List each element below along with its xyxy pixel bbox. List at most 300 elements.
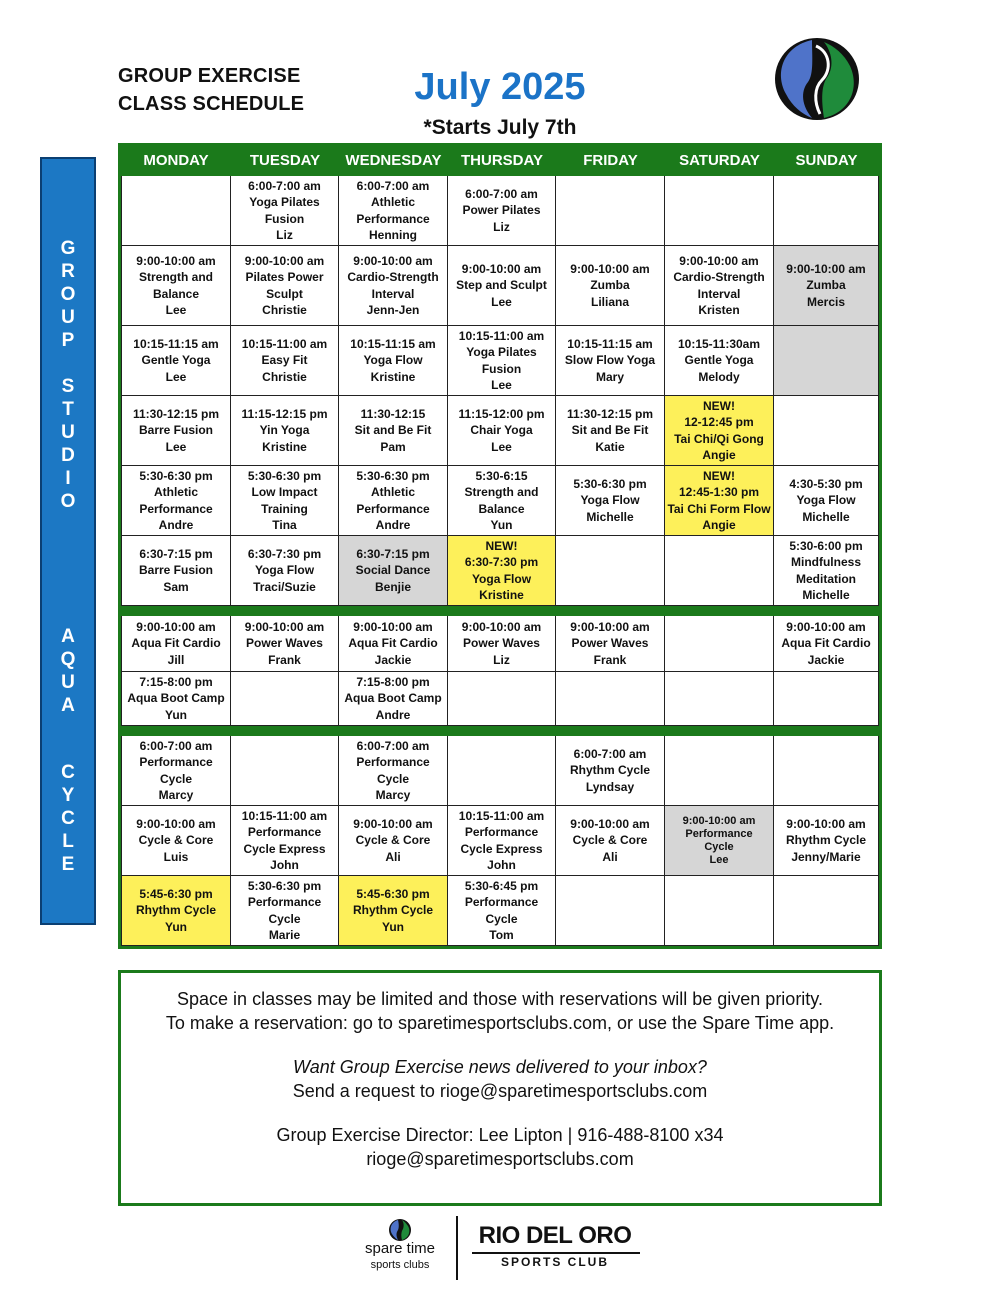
spare-time-subtext: sports clubs: [370, 1259, 430, 1271]
class-cell-cycle-sunday-2: [774, 806, 879, 876]
class-detail: Aqua Fit Cardio: [781, 636, 871, 651]
class-cell-aqua-thursday-2: [448, 672, 556, 726]
class-time: 9:00-10:00 am: [461, 619, 542, 634]
class-detail: Cycle & Core: [355, 833, 431, 848]
class-detail: Cycle: [376, 771, 410, 786]
class-detail: Power Waves: [571, 636, 649, 651]
day-header-wednesday: WEDNESDAY: [345, 152, 442, 169]
class-cell-aqua-sunday-1: [774, 616, 879, 672]
class-cell-group-studio-thursday-2: [448, 246, 556, 326]
class-detail: Yoga Flow: [796, 493, 856, 508]
class-detail: Yoga Flow: [363, 353, 423, 368]
class-cell-group-studio-wednesday-5: [339, 466, 448, 536]
class-cell-cycle-friday-1: [556, 736, 665, 806]
class-cell-group-studio-tuesday-5: [231, 466, 339, 536]
class-detail: Liliana: [590, 294, 629, 309]
class-detail: Athletic: [153, 485, 198, 499]
heading-line-1: GROUP EXERCISE: [118, 65, 301, 87]
class-detail: Power Pilates: [462, 203, 541, 218]
class-detail: Meditation: [796, 571, 856, 586]
schedule-heading: [118, 62, 304, 118]
class-detail: Frank: [593, 652, 627, 667]
class-detail: Jackie: [807, 652, 845, 667]
class-time: 11:30-12:15: [360, 406, 426, 421]
class-cell-group-studio-tuesday-2: [231, 246, 339, 326]
class-detail: Performance: [464, 825, 539, 839]
day-header-friday: FRIDAY: [583, 152, 638, 169]
class-detail: Low Impact: [251, 485, 318, 499]
class-cell-cycle-thursday-2: [448, 806, 556, 876]
class-cell-group-studio-sunday-2: [774, 246, 879, 326]
class-cell-aqua-tuesday-2: [231, 672, 339, 726]
class-detail: Performance: [356, 211, 430, 226]
class-detail: Lee: [165, 369, 187, 384]
class-detail: Interval: [697, 286, 741, 301]
class-detail: Tina: [272, 518, 297, 532]
class-detail: Aqua Boot Camp: [344, 691, 442, 706]
class-cell-group-studio-sunday-5: [774, 466, 879, 536]
class-detail: Lee: [165, 303, 187, 317]
class-time: 9:00-10:00 am: [570, 619, 650, 634]
sidebar-label-group-studio: G R O U P S T U D I O: [60, 238, 76, 512]
class-detail: Marcy: [375, 788, 411, 802]
class-detail: Gentle Yoga: [684, 353, 754, 368]
class-detail: Lyndsay: [585, 779, 635, 794]
day-header-row: [121, 146, 879, 176]
class-detail: Yun: [164, 919, 187, 934]
class-detail: Cycle Express: [460, 841, 543, 856]
class-time: 10:15-11:15 am: [567, 336, 653, 351]
class-cell-group-studio-thursday-5: [448, 466, 556, 536]
class-cell-group-studio-monday-5: [121, 466, 231, 536]
footer-divider: [456, 1216, 458, 1280]
class-detail: John: [270, 858, 299, 872]
class-detail: Traci/Suzie: [253, 579, 316, 594]
class-detail: Mindfulness: [790, 555, 861, 569]
class-cell-aqua-tuesday-1: [231, 616, 339, 672]
class-detail: Marcy: [158, 788, 194, 802]
class-cell-group-studio-monday-6: [121, 536, 231, 606]
class-detail: Liz: [493, 219, 510, 234]
class-time: 9:00-10:00 am: [786, 816, 866, 831]
class-cell-cycle-saturday-2: [665, 806, 774, 876]
class-time: 10:15-11:00 am: [241, 808, 328, 823]
class-detail: John: [487, 858, 516, 872]
class-detail: Cardio-Strength: [347, 270, 439, 284]
class-cell-aqua-friday-1: [556, 616, 665, 672]
class-cell-cycle-tuesday-3: [231, 876, 339, 946]
class-time: 10:15-11:15 am: [133, 336, 219, 351]
class-cell-group-studio-friday-1: [556, 176, 665, 246]
info-newsletter-request: Send a request to rioge@sparetimesportsclubs.com: [292, 1081, 708, 1101]
section-separator: [121, 726, 879, 736]
class-detail: Rhythm Cycle: [785, 833, 867, 848]
class-detail: Chair Yoga: [470, 423, 533, 438]
class-detail: Performance: [356, 501, 430, 516]
class-time: 6:00-7:00 am: [139, 738, 213, 753]
class-time: 9:00-10:00 am: [244, 253, 325, 268]
class-time: 6:00-7:00 am: [356, 178, 430, 193]
day-header-thursday: THURSDAY: [461, 152, 543, 169]
class-time: 5:30-6:30 pm: [356, 468, 430, 483]
class-cell-group-studio-sunday-1: [774, 176, 879, 246]
class-detail: Rhythm Cycle: [135, 903, 217, 918]
class-time: NEW!: [703, 398, 735, 413]
class-cell-group-studio-tuesday-4: [231, 396, 339, 466]
class-cell-cycle-tuesday-2: [231, 806, 339, 876]
class-time: 10:15-11:30am: [677, 336, 761, 351]
class-detail: Zumba: [590, 278, 630, 293]
class-cell-cycle-saturday-1: [665, 736, 774, 806]
class-time: 11:15-12:00 pm: [458, 406, 545, 421]
class-time: 5:30-6:30 pm: [247, 468, 322, 483]
class-detail: Ali: [385, 849, 401, 864]
class-cell-cycle-wednesday-1: [339, 736, 448, 806]
class-cell-aqua-saturday-2: [665, 672, 774, 726]
class-detail: 12-12:45 pm: [684, 415, 754, 429]
class-detail: Pam: [380, 439, 406, 454]
class-cell-group-studio-monday-4: [121, 396, 231, 466]
class-detail: Training: [261, 501, 308, 516]
class-cell-group-studio-tuesday-3: [231, 326, 339, 396]
class-detail: Barre Fusion: [138, 423, 213, 438]
class-time: 9:00-10:00 am: [682, 814, 756, 827]
section-sidebar: [40, 157, 96, 925]
class-detail: Lee: [491, 439, 512, 454]
class-time: 9:00-10:00 am: [353, 253, 433, 268]
class-detail: 12:45-1:30 pm: [678, 485, 760, 499]
class-time: 11:30-12:15 pm: [566, 406, 654, 421]
class-detail: Melody: [698, 369, 740, 384]
class-time: 11:15-12:15 pm: [241, 406, 328, 421]
class-cell-cycle-sunday-3: [774, 876, 879, 946]
class-time: 9:00-10:00 am: [786, 619, 866, 634]
class-detail: Angie: [702, 448, 736, 462]
class-detail: Kristine: [262, 439, 307, 454]
class-detail: Yoga Flow: [471, 571, 532, 586]
class-detail: Michelle: [802, 588, 850, 602]
class-cell-group-studio-saturday-2: [665, 246, 774, 326]
class-detail: Marie: [268, 928, 301, 942]
month-title: July 2025: [414, 66, 586, 108]
class-time: 9:00-10:00 am: [353, 619, 433, 634]
class-detail: Henning: [369, 228, 417, 242]
class-detail: Lee: [491, 378, 512, 392]
class-detail: Easy Fit: [261, 353, 308, 368]
class-detail: Athletic: [370, 485, 415, 499]
class-detail: Yin Yoga: [259, 423, 310, 438]
class-detail: Fusion: [481, 361, 522, 376]
class-detail: Power Waves: [246, 636, 323, 651]
sidebar-label-cycle: C Y C L E: [61, 762, 75, 875]
class-detail: Performance: [247, 825, 322, 839]
class-time: 10:15-11:00 am: [458, 328, 545, 343]
spare-time-logo-icon: [772, 36, 862, 122]
class-cell-group-studio-wednesday-2: [339, 246, 448, 326]
class-time: 9:00-10:00 am: [136, 253, 216, 268]
class-cell-group-studio-saturday-5: [665, 466, 774, 536]
class-cell-cycle-saturday-3: [665, 876, 774, 946]
class-detail: Barre Fusion: [138, 563, 213, 578]
rio-del-oro-subtext: SPORTS CLUB: [500, 1255, 609, 1269]
class-time: 6:30-7:15 pm: [356, 546, 430, 561]
class-cell-group-studio-friday-2: [556, 246, 665, 326]
day-header-sunday: SUNDAY: [795, 152, 858, 169]
class-detail: Benjie: [374, 579, 411, 594]
class-detail: Christie: [262, 303, 307, 317]
class-detail: Cycle: [704, 840, 734, 853]
class-detail: Cycle: [485, 911, 518, 926]
class-detail: Mercis: [806, 294, 846, 309]
class-detail: Lee: [491, 294, 512, 309]
class-time: 5:30-6:30 pm: [573, 476, 647, 491]
class-cell-cycle-sunday-1: [774, 736, 879, 806]
class-detail: Sit and Be Fit: [354, 423, 432, 438]
class-detail: Michelle: [586, 509, 634, 524]
class-detail: Pilates Power: [245, 270, 324, 284]
class-detail: Kristine: [479, 588, 524, 602]
class-detail: Michelle: [802, 509, 850, 524]
class-cell-group-studio-friday-6: [556, 536, 665, 606]
class-detail: Social Dance: [355, 563, 431, 578]
class-detail: Andre: [158, 518, 194, 532]
rio-del-oro-rule: [472, 1252, 640, 1254]
class-detail: Rhythm Cycle: [352, 903, 434, 918]
class-detail: Jill: [167, 652, 185, 667]
class-detail: Kristine: [370, 369, 416, 384]
info-box: [118, 970, 882, 1206]
class-cell-aqua-thursday-1: [448, 616, 556, 672]
class-detail: Gentle Yoga: [141, 353, 211, 368]
class-cell-group-studio-monday-3: [121, 326, 231, 396]
class-cell-group-studio-sunday-3: [774, 326, 879, 396]
class-detail: Sam: [163, 579, 189, 594]
class-detail: Performance: [356, 755, 430, 769]
class-time: 6:00-7:00 am: [573, 746, 647, 761]
class-detail: Strength and: [139, 270, 213, 284]
sidebar-label-aqua: A Q U A: [60, 626, 76, 716]
class-detail: Ali: [602, 849, 618, 864]
class-time: 9:00-10:00 am: [353, 816, 433, 831]
spare-time-wordmark: spare time: [364, 1240, 436, 1257]
class-detail: Lee: [709, 853, 729, 866]
class-detail: Aqua Boot Camp: [127, 691, 225, 706]
class-time: 9:00-10:00 am: [461, 261, 542, 276]
class-time: 5:45-6:30 pm: [356, 886, 430, 901]
class-cell-aqua-monday-2: [121, 672, 231, 726]
class-cell-aqua-monday-1: [121, 616, 231, 672]
class-time: 5:30-6:00 pm: [789, 538, 863, 553]
spare-time-small-logo-icon: [388, 1218, 412, 1242]
class-detail: Andre: [375, 518, 411, 532]
day-header-saturday: SATURDAY: [679, 152, 760, 169]
class-cell-group-studio-wednesday-6: [339, 536, 448, 606]
class-detail: Zumba: [806, 278, 846, 293]
class-detail: Cycle: [268, 911, 301, 926]
class-cell-cycle-tuesday-1: [231, 736, 339, 806]
day-header-monday: MONDAY: [143, 152, 209, 169]
class-detail: Jenny/Marie: [791, 849, 861, 864]
class-time: 10:15-11:00 am: [458, 808, 545, 823]
class-cell-group-studio-wednesday-4: [339, 396, 448, 466]
class-cell-group-studio-saturday-3: [665, 326, 774, 396]
class-cell-group-studio-thursday-6: [448, 536, 556, 606]
class-detail: Luis: [163, 849, 189, 864]
class-cell-aqua-friday-2: [556, 672, 665, 726]
class-cell-cycle-monday-2: [121, 806, 231, 876]
info-director: Group Exercise Director: Lee Lipton | 916-488-8100 x34: [276, 1125, 724, 1145]
class-time: 6:00-7:00 am: [248, 178, 321, 193]
class-time: 4:30-5:30 pm: [789, 476, 863, 491]
class-detail: Power Waves: [463, 636, 540, 651]
class-detail: Liz: [276, 228, 293, 242]
class-detail: Jenn-Jen: [366, 303, 420, 317]
class-cell-group-studio-thursday-3: [448, 326, 556, 396]
class-cell-cycle-monday-1: [121, 736, 231, 806]
class-cell-group-studio-friday-4: [556, 396, 665, 466]
class-cell-cycle-monday-3: [121, 876, 231, 946]
class-detail: Sit and Be Fit: [571, 423, 649, 438]
class-cell-group-studio-thursday-4: [448, 396, 556, 466]
class-time: 5:30-6:30 pm: [139, 468, 213, 483]
class-detail: Performance: [685, 827, 753, 840]
class-cell-group-studio-friday-3: [556, 326, 665, 396]
rio-del-oro-wordmark: RIO DEL ORO: [478, 1222, 632, 1249]
class-detail: Frank: [268, 652, 301, 667]
info-newsletter-question: Want Group Exercise news delivered to your inbox?: [293, 1057, 707, 1077]
class-detail: Andre: [375, 707, 411, 722]
class-detail: Tom: [489, 928, 514, 942]
class-detail: Performance: [464, 895, 539, 909]
class-detail: Strength and: [464, 485, 539, 499]
class-detail: Yun: [490, 518, 513, 532]
class-detail: Balance: [152, 286, 200, 301]
class-detail: Cycle & Core: [572, 833, 648, 848]
class-time: 6:00-7:00 am: [356, 738, 430, 753]
class-time: 6:30-7:15 pm: [139, 546, 213, 561]
class-time: 5:30-6:30 pm: [247, 878, 322, 893]
class-detail: Jackie: [374, 652, 412, 667]
class-cell-aqua-saturday-1: [665, 616, 774, 672]
class-time: 9:00-10:00 am: [244, 619, 325, 634]
class-time: 6:00-7:00 am: [465, 186, 538, 201]
heading-line-2: CLASS SCHEDULE: [118, 93, 305, 115]
class-cell-group-studio-wednesday-3: [339, 326, 448, 396]
class-cell-aqua-wednesday-1: [339, 616, 448, 672]
class-time: 7:15-8:00 pm: [139, 674, 213, 689]
class-cell-aqua-wednesday-2: [339, 672, 448, 726]
info-reservation: To make a reservation: go to sparetimesportsclubs.com, or use the Spare Time app.: [165, 1013, 835, 1033]
class-time: 5:30-6:45 pm: [464, 878, 539, 893]
class-detail: Katie: [595, 439, 625, 454]
class-detail: Cardio-Strength: [673, 270, 765, 284]
class-detail: Sculpt: [266, 286, 303, 301]
section-separator: [121, 606, 879, 616]
class-time: 7:15-8:00 pm: [356, 674, 430, 689]
class-cell-group-studio-wednesday-1: [339, 176, 448, 246]
class-cell-group-studio-friday-5: [556, 466, 665, 536]
day-header-tuesday: TUESDAY: [249, 152, 321, 169]
class-cell-group-studio-monday-1: [121, 176, 231, 246]
class-detail: Angie: [702, 518, 736, 532]
class-cell-group-studio-thursday-1: [448, 176, 556, 246]
class-detail: Yun: [381, 919, 404, 934]
class-cell-cycle-thursday-1: [448, 736, 556, 806]
class-time: 9:00-10:00 am: [136, 816, 216, 831]
class-cell-cycle-wednesday-2: [339, 806, 448, 876]
class-detail: Performance: [139, 755, 213, 769]
info-email: rioge@sparetimesportsclubs.com: [366, 1149, 634, 1169]
class-detail: Tai Chi Form Flow: [667, 501, 771, 516]
class-detail: Performance: [139, 501, 213, 516]
class-detail: Kristen: [698, 303, 740, 317]
class-cell-group-studio-saturday-6: [665, 536, 774, 606]
class-detail: Interval: [371, 286, 415, 301]
class-detail: Fusion: [264, 211, 305, 226]
class-time: 9:00-10:00 am: [570, 816, 650, 831]
class-detail: Aqua Fit Cardio: [131, 636, 221, 651]
class-detail: Yoga Pilates: [466, 345, 537, 359]
class-detail: Christie: [262, 369, 307, 384]
class-detail: Yun: [164, 707, 187, 722]
class-time: 9:00-10:00 am: [570, 261, 650, 276]
info-priority: Space in classes may be limited and those with reservations will be given priority.: [177, 989, 823, 1009]
class-time: 11:30-12:15 pm: [132, 406, 220, 421]
class-detail: Liz: [493, 652, 510, 667]
class-time: 5:45-6:30 pm: [139, 886, 213, 901]
class-time: 5:30-6:15: [475, 468, 528, 483]
class-detail: Yoga Flow: [254, 563, 315, 578]
class-cell-group-studio-sunday-4: [774, 396, 879, 466]
class-detail: Rhythm Cycle: [569, 763, 651, 778]
class-time: 10:15-11:15 am: [350, 336, 436, 351]
class-detail: 6:30-7:30 pm: [464, 555, 539, 569]
class-detail: Lee: [165, 439, 187, 454]
class-cell-group-studio-saturday-1: [665, 176, 774, 246]
class-detail: Step and Sculpt: [456, 278, 547, 293]
class-time: 6:30-7:30 pm: [247, 546, 322, 561]
class-cell-group-studio-saturday-4: [665, 396, 774, 466]
class-cell-cycle-friday-2: [556, 806, 665, 876]
class-detail: Cycle Express: [243, 841, 326, 856]
class-detail: Yoga Flow: [580, 493, 640, 508]
class-time: 9:00-10:00 am: [786, 261, 866, 276]
class-detail: Aqua Fit Cardio: [348, 636, 438, 651]
class-cell-cycle-thursday-3: [448, 876, 556, 946]
class-cell-group-studio-monday-2: [121, 246, 231, 326]
class-detail: Mary: [595, 369, 624, 384]
class-cell-group-studio-tuesday-1: [231, 176, 339, 246]
class-cell-aqua-sunday-2: [774, 672, 879, 726]
class-time: 9:00-10:00 am: [136, 619, 216, 634]
class-detail: Performance: [247, 895, 322, 909]
class-time: 10:15-11:00 am: [241, 336, 328, 351]
class-time: NEW!: [703, 468, 735, 483]
class-time: 9:00-10:00 am: [679, 253, 759, 268]
start-date-note: *Starts July 7th: [423, 116, 577, 139]
class-detail: Cycle & Core: [138, 833, 214, 848]
class-schedule-table: [118, 143, 882, 949]
class-cell-cycle-wednesday-3: [339, 876, 448, 946]
class-time: NEW!: [485, 538, 518, 553]
class-detail: Tai Chi/Qi Gong: [674, 431, 764, 446]
class-detail: Athletic: [370, 195, 415, 209]
class-detail: Cycle: [159, 771, 193, 786]
class-detail: Slow Flow Yoga: [564, 353, 656, 368]
class-cell-cycle-friday-3: [556, 876, 665, 946]
class-cell-group-studio-sunday-6: [774, 536, 879, 606]
class-cell-group-studio-tuesday-6: [231, 536, 339, 606]
